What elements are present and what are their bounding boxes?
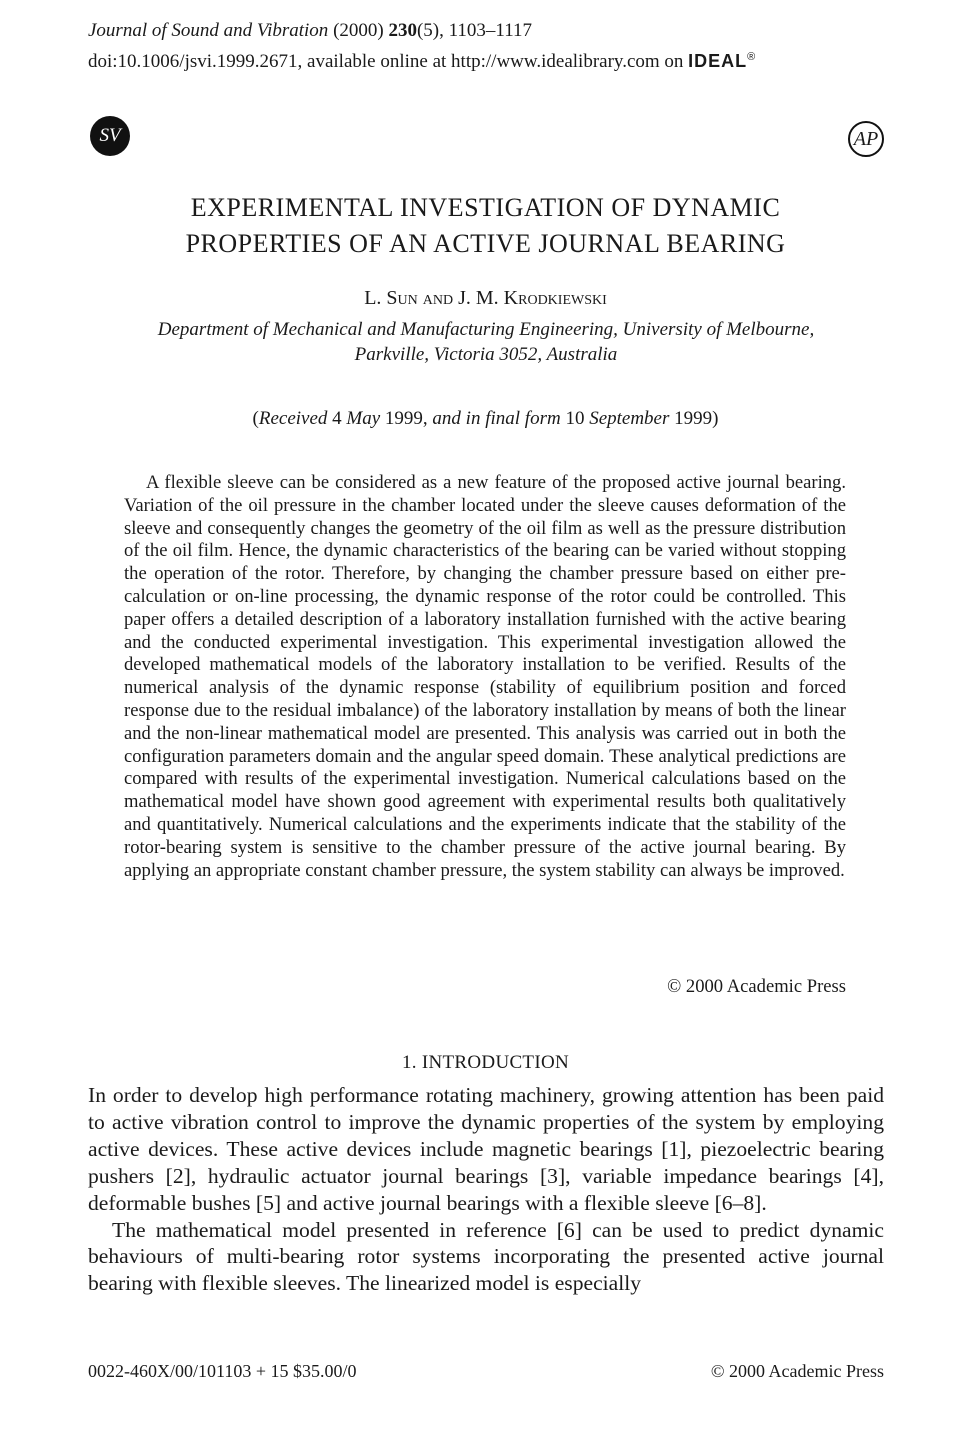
sv-publisher-logo: SV	[90, 116, 130, 156]
final-year: 1999)	[669, 408, 719, 429]
journal-name: Journal of Sound and Vibration	[88, 20, 329, 41]
received-dates	[0, 406, 971, 431]
footer-article-code: 0022-460X/00/101103 + 15 $35.00/0	[88, 1361, 357, 1381]
footer-copyright: © 2000 Academic Press	[710, 1361, 884, 1381]
received-month: May	[346, 408, 381, 429]
title-line-1: EXPERIMENTAL INVESTIGATION OF DYNAMIC	[190, 193, 781, 222]
received-word: Received	[258, 408, 328, 429]
affiliation	[88, 317, 884, 367]
section-heading-introduction: 1. INTRODUCTION	[401, 1052, 570, 1073]
title-line-2: PROPERTIES OF AN ACTIVE JOURNAL BEARING	[185, 229, 786, 258]
registered-mark: ®	[747, 51, 757, 63]
journal-volume: 230	[388, 20, 417, 41]
abstract-copyright: © 2000 Academic Press	[667, 976, 846, 997]
introduction-body	[88, 1082, 884, 1297]
journal-header	[88, 18, 908, 75]
received-year: 1999,	[380, 408, 433, 429]
intro-paragraph-2: The mathematical model presented in reference [6] can be used to predict dynamic behaviours of multi-bearing rotor systems incorporating the presented active journal bearing with flexible sleeves. The linearized model is especially	[88, 1217, 884, 1296]
received-day: 4	[327, 408, 347, 429]
citation-line	[88, 18, 908, 44]
abstract-text: A flexible sleeve can be considered as a new feature of the proposed active journal bearing. Variation of the oil pressure in the chamber located under the sleeve causes deformation of the sleeve and consequently changes the geometry of the oil film as well as the pressure distribution of the oil film. Hence, the dynamic characteristics of the bearing can be varied without stopping the operation of the rotor. Therefore, by changing the chamber pressure based on either pre-calculation or on-line processing, the dynamic response of the rotor could be controlled. This paper offers a detailed description of a laboratory installation furnished with the active bearing and the conducted experimental investigation. This experimental investigation allowed the developed mathematical models of the laboratory installation to be verified. Results of the numerical analysis of the dynamic response (stability of equilibrium position and forced response due to the residual imbalance) of the laboratory installation by means of both the linear and the non-linear mathematical model are presented. This analysis was carried out in both the configuration parameters domain and the angular speed domain. These analytical predictions are compared with results of the experimental investigation. Numerical calculations based on the mathematical model have shown good agreement with experimental results both qualitatively and quantitatively. Numerical calculations and the experiments indicate that the stability of the rotor-bearing system is sensitive to the chamber pressure of the active journal bearing. By applying an appropriate constant chamber pressure, the system stability can always be improved.	[124, 472, 846, 881]
author-list	[0, 285, 971, 311]
ap-publisher-logo: AP	[848, 121, 884, 157]
affiliation-line-2: Parkville, Victoria 3052, Australia	[354, 344, 618, 365]
doi-text: doi:10.1006/jsvi.1999.2671, available online at http://www.idealibrary.com on	[88, 51, 684, 72]
journal-issue-pages: (5), 1103–1117	[416, 20, 533, 41]
journal-year: (2000)	[333, 20, 384, 41]
doi-line	[88, 44, 908, 75]
paper-title	[0, 190, 971, 262]
final-month: September	[589, 408, 670, 429]
final-form-text: and in final form	[432, 408, 561, 429]
final-day: 10	[560, 408, 590, 429]
abstract	[124, 472, 846, 882]
ideal-logo	[688, 51, 756, 71]
received-open: (	[252, 408, 259, 429]
authors-text: L. Sun and J. M. Krodkiewski	[364, 287, 607, 309]
ideal-logo-text: IDEAL	[688, 51, 748, 71]
affiliation-line-1: Department of Mechanical and Manufacturing Engineering, University of Melbourne,	[157, 319, 815, 340]
intro-paragraph-1: In order to develop high performance rotating machinery, growing attention has been paid to active vibration control to improve the dynamic properties of the system by employing active devices. These active devices include magnetic bearings [1], piezoelectric bearing pushers [2], hydraulic actuator journal bearings [3], variable impedance bearings [4], deformable bushes [5] and active journal bearings with a flexible sleeve [6–8].	[88, 1083, 884, 1215]
